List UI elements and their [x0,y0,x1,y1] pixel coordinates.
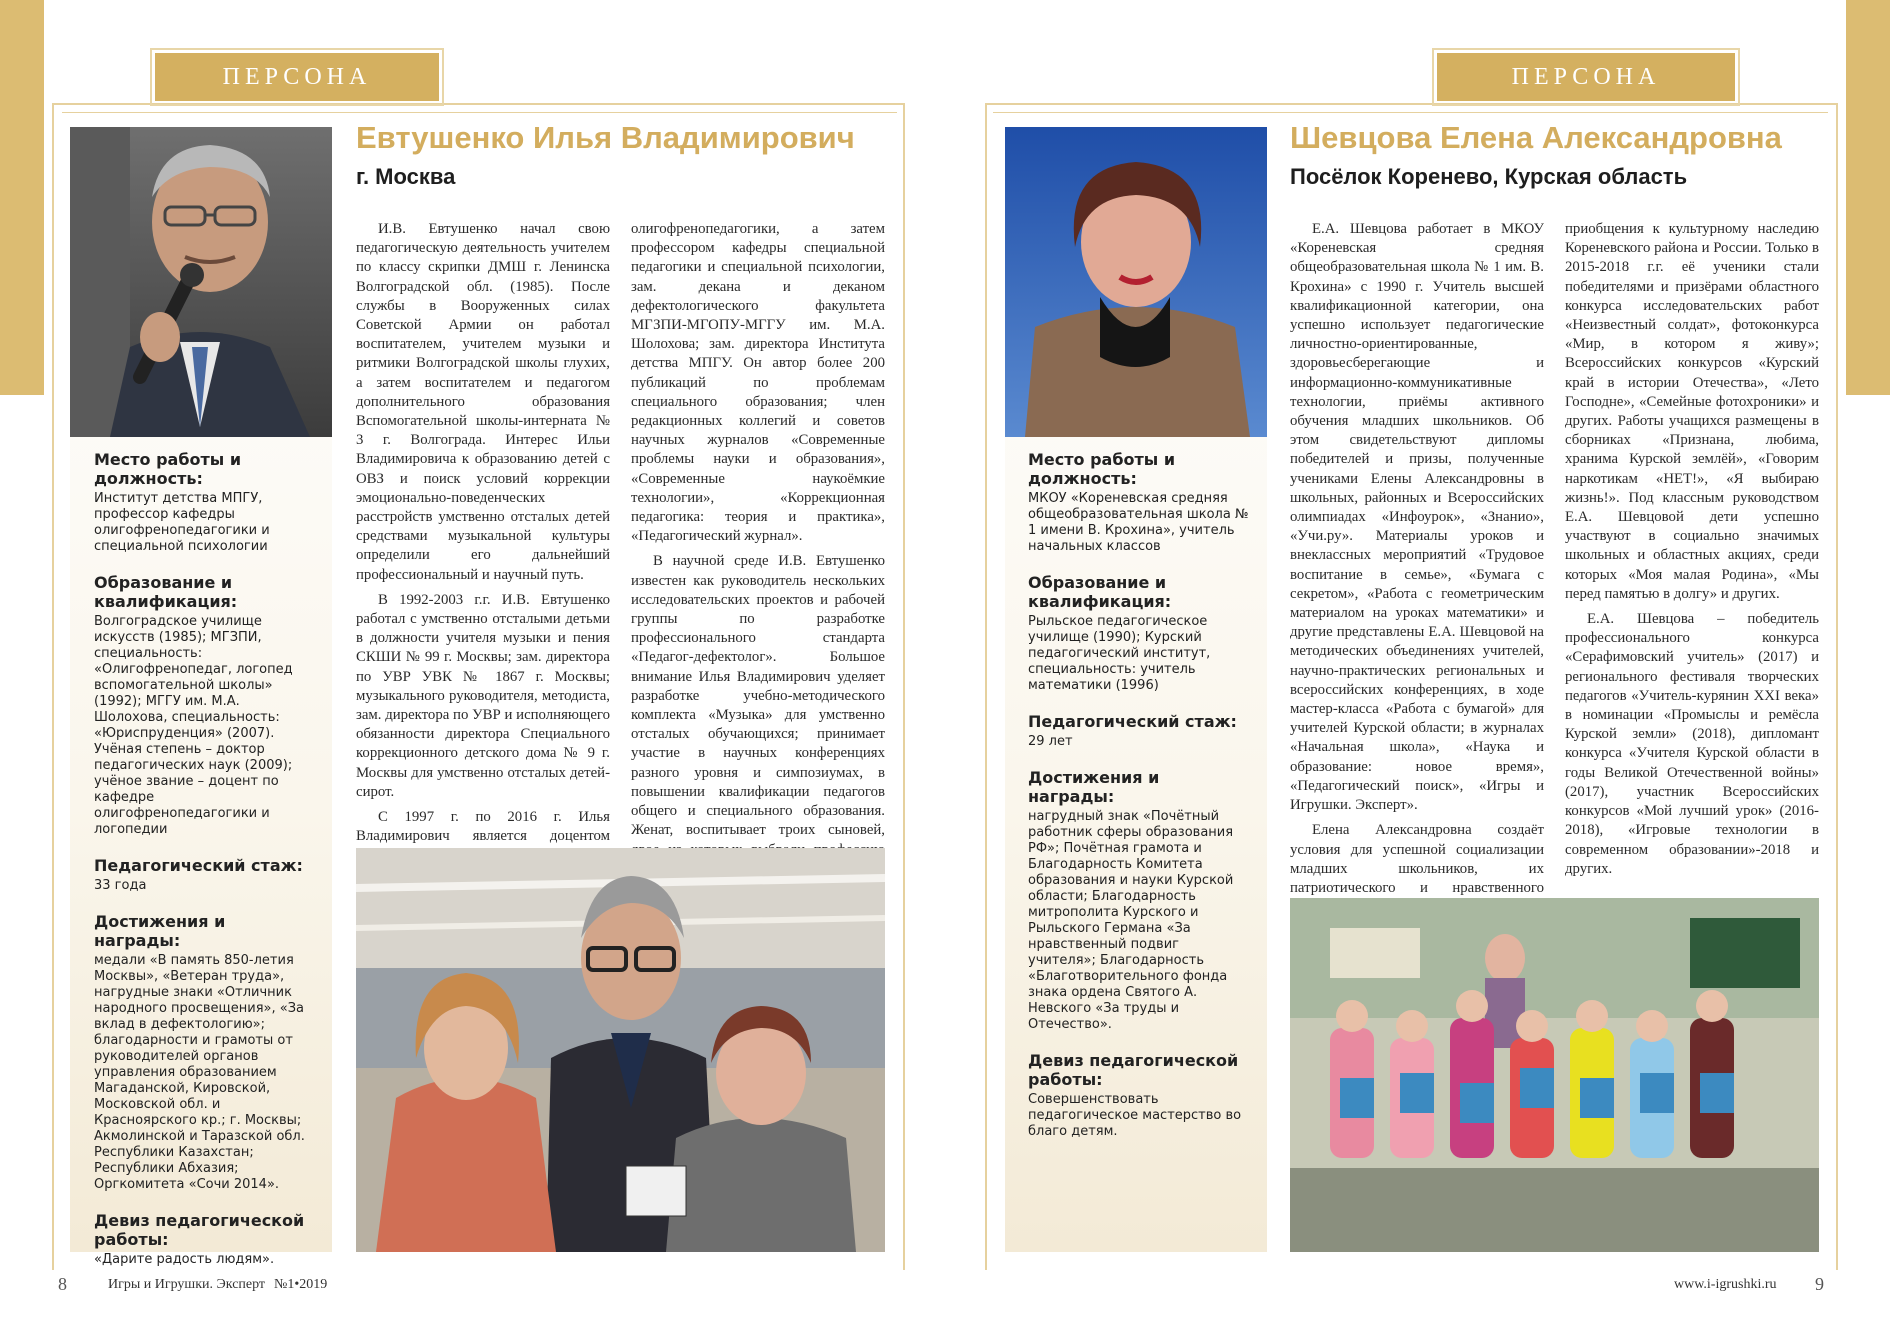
right-info-label: Педагогический стаж: [1028,712,1237,731]
right-person-city: Посёлок Коренево, Курская область [1290,164,1688,189]
right-info-value: Рыльское педагогическое училище (1990); Курский педагогический институт, специальность: учитель математики (1996) [1028,614,1211,693]
issue-number: №1•2019 [274,1277,328,1292]
left-frame-inner-top [62,112,897,113]
right-info-value: 29 лет [1028,734,1073,749]
right-portrait-photo [1005,127,1267,437]
left-info-label: Достижения и награды: [94,912,226,950]
right-text-column-2 [1565,220,1819,885]
left-info-label: Девиз педагогической работы: [94,1211,305,1249]
right-section-badge: ПЕРСОНА [1437,53,1735,101]
right-info-value: Совершенствовать педагогическое мастерство во благо детям. [1028,1092,1242,1139]
paragraph: олигофренопедагогики, а затем профессором кафедры специальной педагогики и специальной психологии, зам. декана и деканом дефектологического факультета МГЗПИ-МГОПУ-МГГУ им. М.А. Шолохова; зам. директора Института детства МПГУ. Он автор более 200 публикаций по проблемам специального образования; член редакционных коллегий и советов научных журналов «Современные проблемы науки и образования», «Современные наукоёмкие технологии», «Коррекционная педагогика: теория и практика», «Педагогический журнал». [631,221,885,545]
right-info-label: Место работы и должность: [1028,450,1176,488]
right-group-photo [1290,898,1819,1252]
right-frame-top [985,103,1838,105]
right-person-name: Шевцова Елена Александровна [1290,120,1782,155]
left-info-label: Место работы и должность: [94,450,242,488]
left-text-column-2 [631,220,885,885]
left-info-value: «Дарите радость людям». [94,1252,275,1267]
right-info-value: нагрудный знак «Почётный работник сферы образования РФ»; Почётная грамота и Благодарность Комитета образования и науки Курской области; Благодарность митрополита Курского и Рыльского Германа «За нравственный подвиг учителя»; Благодарность «Благотворительного фонда знака ордена Святого А. Невского «За труды и Отечество». [1028,809,1234,1032]
left-info-value: медали «В память 850-летия Москвы», «Ветеран труда», нагрудные знаки «Отличник народного просвещения», «За вклад в дефектологию»; благодарности и грамоты от руководителей органов управления образованием Магаданской, Кировской, Московской обл. и Красноярского кр.; г. Москвы; Акмолинской и Таразской обл. Республики Казахстан; Республики Абхазия; Оргкомитета «Сочи 2014». [94,953,305,1192]
right-frame-inner-top [993,112,1828,113]
right-info-label: Образование и квалификация: [1028,573,1172,611]
left-info-label: Педагогический стаж: [94,856,303,875]
left-gold-bar [0,0,44,395]
left-person-name: Евтушенко Илья Владимирович [356,120,855,155]
left-group-photo [356,848,885,1252]
left-portrait-photo [70,127,332,437]
paragraph: Е.А. Шевцова – победитель профессионального конкурса «Серафимовский учитель» (2017) и регионального фестиваля творческих педагогов «Учитель-курянин XXI века» в номинации «Промыслы и ремёсла Курской земли» (2018), дипломант конкурса «Учителя Курской области в годы Великой Отечественной войны» (2017), участник Всероссийских конкурсов «Мой лучший урок» (2016-2018), «Игровые технологии в современном образовании»-2018 и других. [1565,611,1819,877]
left-page-number: 8 [58,1274,67,1294]
paragraph: В научной среде И.В. Евтушенко известен как руководитель нескольких исследовательских проектов и рабочей группы по разработке профессионального стандарта «Педагог-дефектолог». Большое внимание Илья Владимирович уделяет разработке учебно-методического комплекта «Музыка» для умственно отсталых обучающихся; принимает участие в научных конференциях разного уровня и симпозиумах, в повышении квалификации педагогов общего и специального образования. Женат, воспитывает троих сыновей, [631,553,885,839]
paragraph: Е.А. Шевцова работает в МКОУ «Кореневская средняя общеобразовательная школа № 1 им. В. Крохина» с 1990 г. Учитель высшей квалификационной категории, она успешно использует педагогические личностно-ориентированные, здоровьесберегающие и информационно-коммуникативные технологии, приёмы активного обучения младших школьников. Об этом свидетельствуют дипломы победителей и призы, полученные учениками Елены Александровны в школьных, районных и Всероссийских олимпиадах «Инфоурок», «Знанио», «Учи.ру». Материалы уроков и внеклассных мероприятий «Трудовое воспитание в семье», «Бумага с секретом», «Работа с геометрическим материалом на уроках математики» и другие представлены Е.А. Шевцовой на методических объединениях учителей, научно-практических региональных и всероссийских конференциях, в ходе мастер-класса «Работа с бумагой» для учителей Курской области; в журналах «Начальная школа», «Наука и образование: новое время», «Педагогический поиск», «Игры и Игрушки. Эксперт». [1290,221,1544,814]
paragraph: приобщения к культурному наследию Кореневского района и России. Только в 2015-2018 г.г. её ученики стали победителями и призёрами областного конкурса исследовательских работ «Неизвестный солдат», фотоконкурса «Мир, в котором я живу»; Всероссийских конкурсов «Курский край в истории Отечества», «Лето Господне», «Семейные фотохроники» и других. Работы учащихся размещены в сборниках «Признана, любима, хранима Курской землёй», «Говорим наркотикам «НЕТ!», «Я выбираю жизнь!». Под классным руководством Е.А. Шевцовой дети успешно участвуют в социально значимых школьных и областных акциях, среди которых «Моя малая Родина», «Мы перед памятью в долгу» и других. [1565,221,1819,602]
paragraph: Елена Александровна создаёт условия для успешной социализации младших школьников, их патриотического и нравственного [1290,822,1544,896]
left-info-block [94,450,316,1286]
right-gold-bar [1846,0,1890,395]
right-info-block [1028,450,1250,1158]
left-text-column-1 [356,220,610,872]
right-info-value: МКОУ «Кореневская средняя общеобразовательная школа № 1 имени В. Крохина», учитель начальных классов [1028,491,1249,554]
magazine-title: Игры и Игрушки. Эксперт [108,1277,266,1292]
left-frame-right [903,103,905,1270]
right-info-label: Девиз педагогической работы: [1028,1051,1239,1089]
website: www.i-igrushki.ru [1674,1277,1777,1292]
right-page-number: 9 [1815,1274,1824,1294]
right-info-label: Достижения и награды: [1028,768,1160,806]
left-frame-left [52,103,54,1270]
left-info-value: Волгоградское училище искусств (1985); МГЗПИ, специальность: «Олигофренопедаг, логопед вспомогательной школы» (1992); МГГУ им. М.А. Шолохова, специальность: «Юриспруденция» (2007). Учёная степень – доктор педагогических наук (2009); учёное звание – доцент по кафедре олигофренопедагогики и логопедии [94,614,293,837]
left-section-badge: ПЕРСОНА [155,53,439,101]
left-frame-top [52,103,905,105]
paragraph: В 1992-2003 г.г. И.В. Евтушенко работал с умственно отсталыми детьми в должности учителя музыки и пения СКШИ № 99 г. Москвы; зам. директора по УВР УВК № 1867 г. Москвы; музыкального руководителя, методиста, зам. директора по УВР и исполняющего обязанности директора Специального коррекционного детского дома № 9 г. Москвы для умственно отсталых детей-сирот. [356,591,610,800]
right-text-column-1 [1290,220,1544,943]
left-person-city: г. Москва [356,164,456,189]
paragraph: И.В. Евтушенко начал свою педагогическую деятельность учителем по классу скрипки ДМШ г. Ленинска Волгоградской обл. (1985). После службы в Вооруженных силах Советской Армии он работал воспитателем, учителем музыки и ритмики Волгоградской школы глухих, а затем воспитателем и педагогом дополнительного образования Вспомогательной школы-интерната № 3 г. Волгограда. Интерес Ильи Владимировича к образованию детей с ОВЗ и поиск условий коррекции эмоционально-поведенческих расстройств умственно отсталых детей средствами музыкальной культуры определили его дальнейший профессиональный и научный путь. [356,221,610,583]
right-frame-left [985,103,987,1270]
left-info-value: 33 года [94,878,147,893]
right-frame-right [1836,103,1838,1270]
left-info-label: Образование и квалификация: [94,573,238,611]
left-info-value: Институт детства МПГУ, профессор кафедры олигофренопедагогики и специальной психологии [94,491,270,554]
paragraph: С 1997 г. по 2016 г. Илья Владимирович является доцентом [356,809,610,845]
